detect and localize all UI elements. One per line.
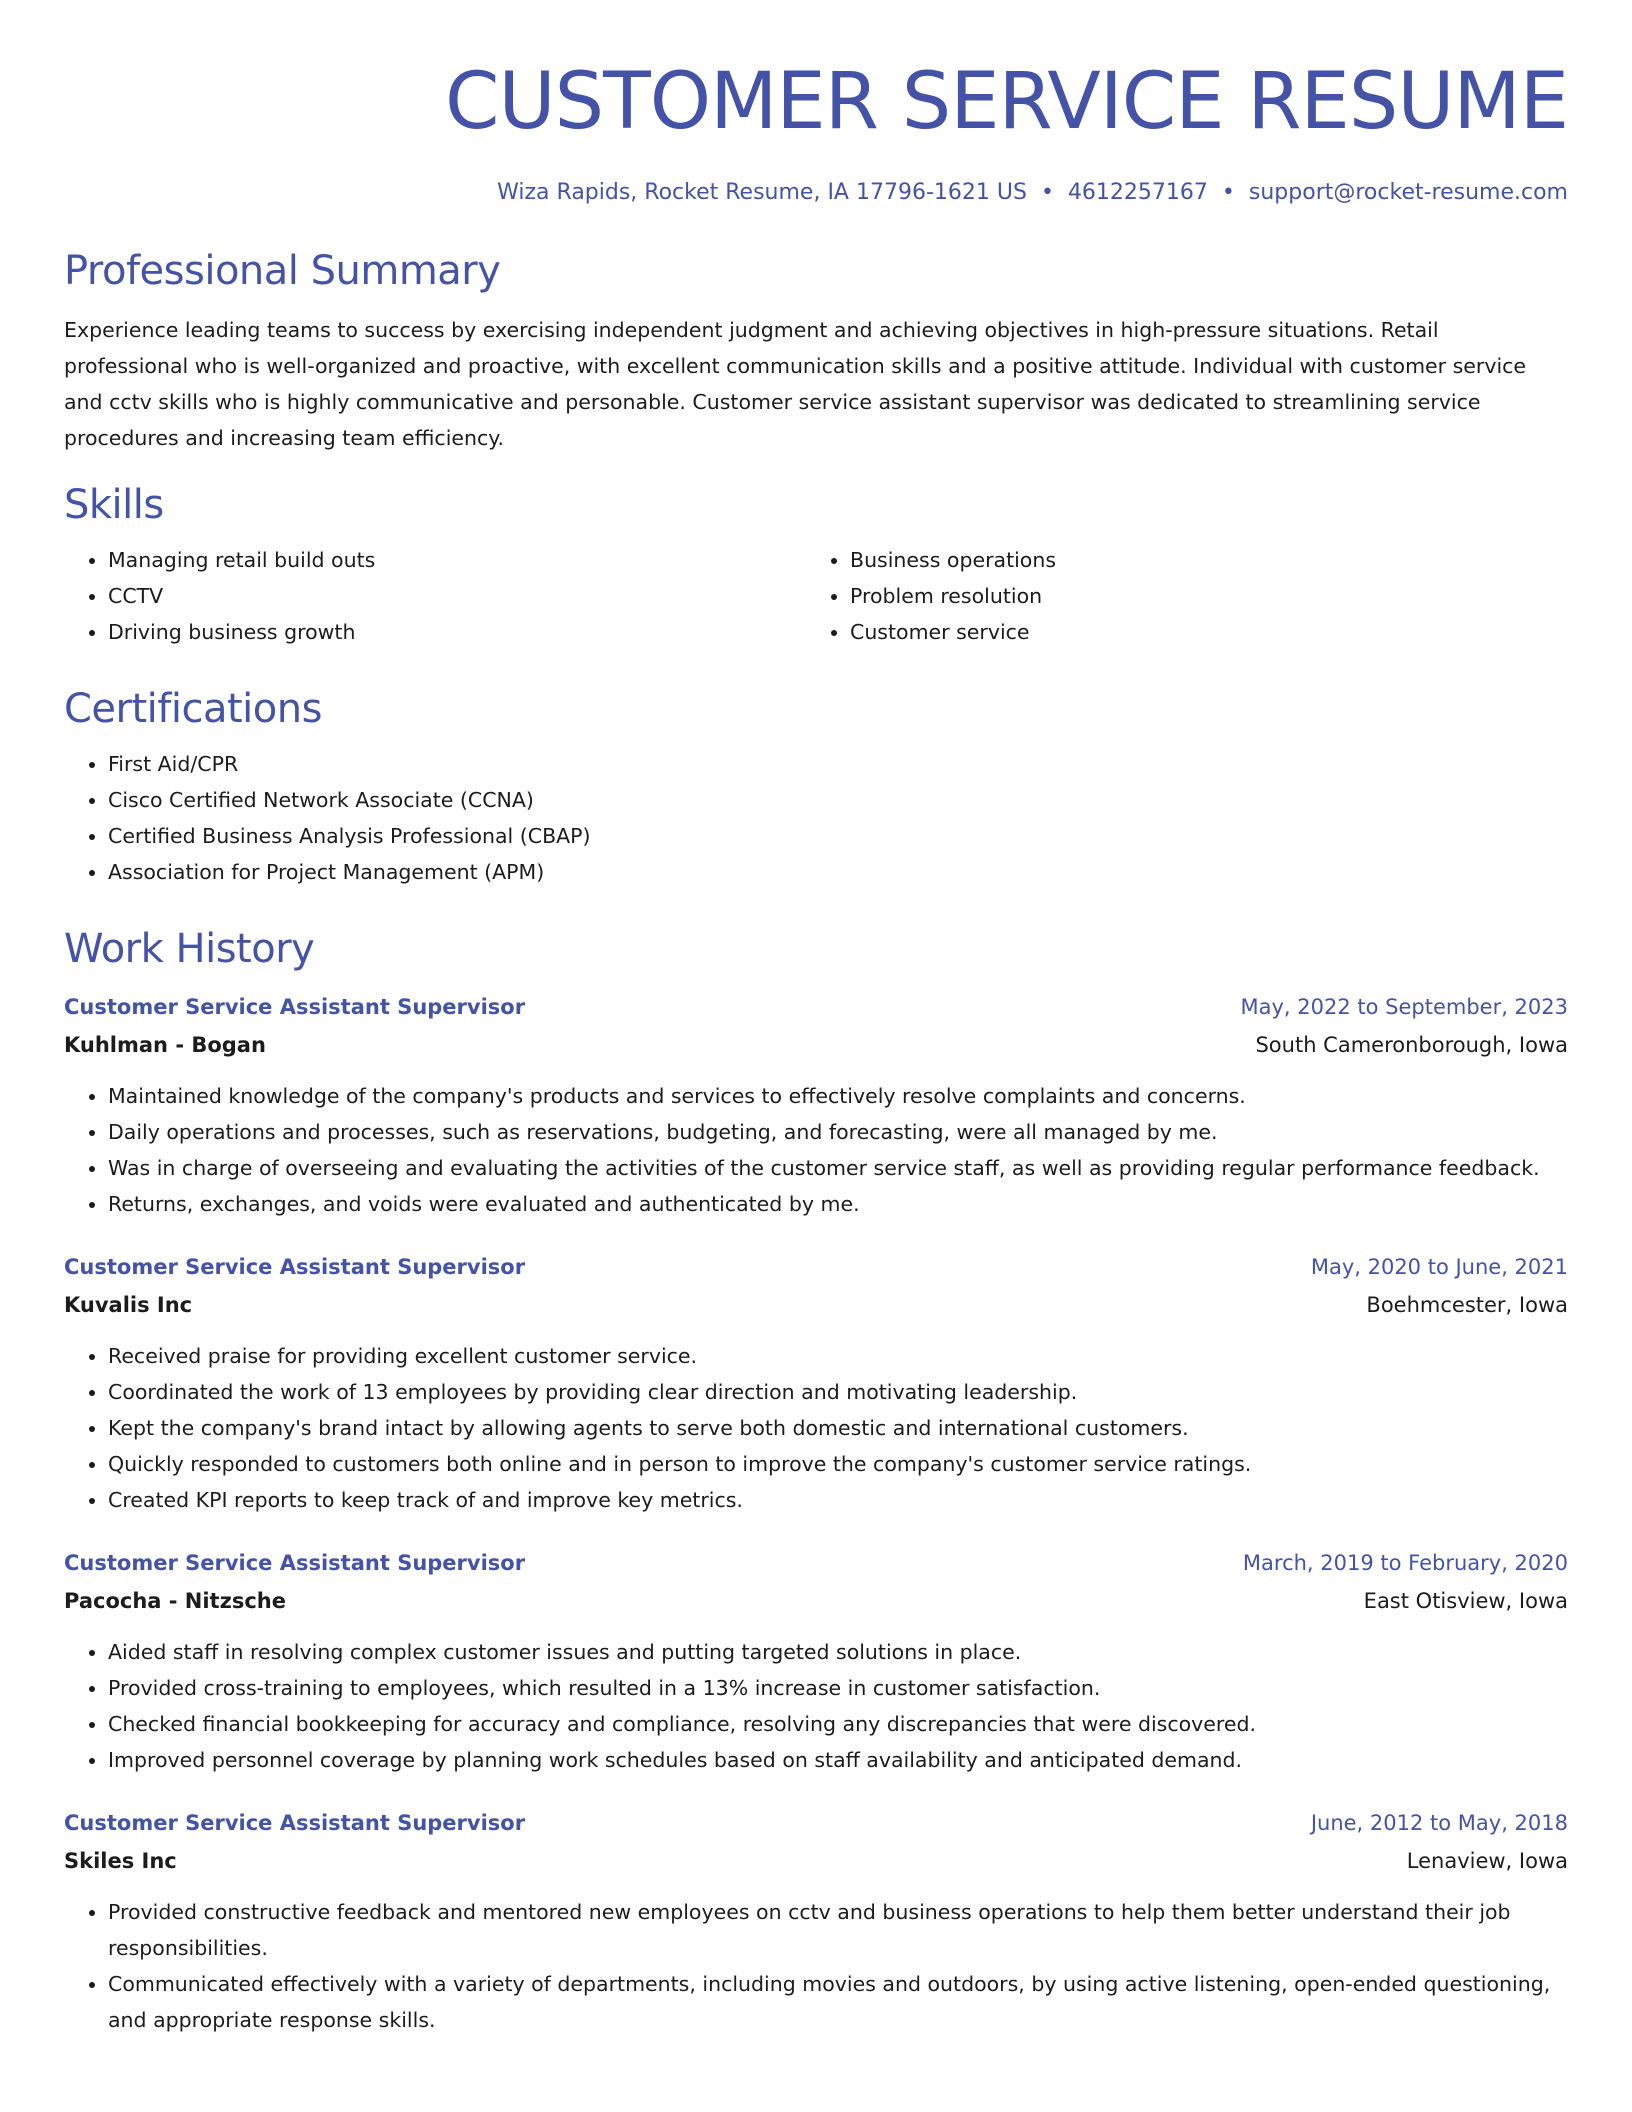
contact-separator: •	[1221, 180, 1235, 205]
resume-header	[64, 0, 1568, 208]
certification-item: • Association for Project Management (APM)	[108, 854, 1568, 890]
job-bullets	[64, 1338, 1568, 1518]
skill-item: • CCTV	[108, 578, 806, 614]
skills-section	[64, 480, 1568, 650]
work-history-heading: Work History	[64, 926, 315, 972]
contact-address: Wiza Rapids, Rocket Resume, IA 17796-1621 US	[497, 180, 1027, 205]
job-dates: June, 2012 to May, 2018	[1310, 1811, 1568, 1835]
job-bullet: • Kept the company's brand intact by allowing agents to serve both domestic and international customers.	[108, 1410, 1568, 1446]
job-location: East Otisview, Iowa	[1363, 1589, 1568, 1613]
job-bullet: • Improved personnel coverage by planning work schedules based on staff availability and anticipated demand.	[108, 1742, 1568, 1778]
job-title: Customer Service Assistant Supervisor	[64, 1551, 526, 1575]
skill-item: • Customer service	[850, 614, 1568, 650]
job-bullet: • Daily operations and processes, such as reservations, budgeting, and forecasting, were all managed by me.	[108, 1114, 1568, 1150]
job-company-row	[64, 1026, 1568, 1064]
job-company: Kuvalis Inc	[64, 1293, 193, 1317]
job-bullets	[64, 1078, 1568, 1222]
work-history-section	[64, 924, 1568, 2038]
summary-text: Experience leading teams to success by exercising independent judgment and achieving objectives in high-pressure situations. Retail professional who is well-organized and proactive, with excellent communication skills and a positive attitude. Individual with customer service and cctv skills who is highly communicative and personable. Customer service assistant supervisor was dedicated to streamlining service procedures and increasing team efficiency.	[64, 318, 1527, 450]
certification-item: • Cisco Certified Network Associate (CCNA)	[108, 782, 1568, 818]
skill-item: • Managing retail build outs	[108, 542, 806, 578]
certifications-section	[64, 684, 1568, 890]
job-bullet: • Provided cross-training to employees, which resulted in a 13% increase in customer satisfaction.	[108, 1670, 1568, 1706]
skills-heading: Skills	[64, 482, 164, 528]
skill-item: • Driving business growth	[108, 614, 806, 650]
certification-item: • Certified Business Analysis Professional (CBAP)	[108, 818, 1568, 854]
job-dates: May, 2022 to September, 2023	[1240, 995, 1568, 1019]
job-bullet: • Returns, exchanges, and voids were evaluated and authenticated by me.	[108, 1186, 1568, 1222]
contact-separator: •	[1040, 180, 1054, 205]
job-entry	[64, 988, 1568, 1222]
job-title: Customer Service Assistant Supervisor	[64, 995, 526, 1019]
job-bullet: • Provided constructive feedback and mentored new employees on cctv and business operations to help them better understand their job responsibilities.	[108, 1894, 1568, 1966]
skills-list-right	[806, 542, 1568, 650]
job-entry	[64, 1804, 1568, 2038]
job-company-row	[64, 1582, 1568, 1620]
job-company: Pacocha - Nitzsche	[64, 1589, 286, 1613]
summary-heading: Professional Summary	[64, 248, 501, 294]
contact-phone: 4612257167	[1067, 180, 1208, 205]
job-company-row	[64, 1842, 1568, 1880]
job-bullet: • Checked financial bookkeeping for accuracy and compliance, resolving any discrepancies that were discovered.	[108, 1706, 1568, 1742]
job-company-row	[64, 1286, 1568, 1324]
job-bullet: • Maintained knowledge of the company's products and services to effectively resolve complaints and concerns.	[108, 1078, 1568, 1114]
job-title: Customer Service Assistant Supervisor	[64, 1255, 526, 1279]
skill-item: • Problem resolution	[850, 578, 1568, 614]
summary-section	[64, 246, 1568, 456]
job-title-row	[64, 1248, 1568, 1286]
job-location: Boehmcester, Iowa	[1366, 1293, 1568, 1317]
job-title-row	[64, 1544, 1568, 1582]
certifications-heading: Certifications	[64, 686, 322, 732]
job-bullet: • Quickly responded to customers both online and in person to improve the company's customer service ratings.	[108, 1446, 1568, 1482]
job-company: Kuhlman - Bogan	[64, 1033, 266, 1057]
job-title-row	[64, 1804, 1568, 1842]
job-bullet: • Created KPI reports to keep track of and improve key metrics.	[108, 1482, 1568, 1518]
job-title-row	[64, 988, 1568, 1026]
contact-line	[64, 178, 1568, 208]
certification-item: • First Aid/CPR	[108, 746, 1568, 782]
job-dates: March, 2019 to February, 2020	[1242, 1551, 1568, 1575]
skills-list-left	[64, 542, 806, 650]
job-company: Skiles Inc	[64, 1849, 177, 1873]
job-bullet: • Communicated effectively with a variety of departments, including movies and outdoors, by using active listening, open-ended questioning, and appropriate response skills.	[108, 1966, 1568, 2038]
job-bullet: • Aided staff in resolving complex customer issues and putting targeted solutions in place.	[108, 1634, 1568, 1670]
contact-email: support@rocket-resume.com	[1248, 180, 1568, 205]
job-bullet: • Coordinated the work of 13 employees by providing clear direction and motivating leadership.	[108, 1374, 1568, 1410]
job-title: Customer Service Assistant Supervisor	[64, 1811, 526, 1835]
certifications-list	[64, 746, 1568, 890]
job-bullet: • Was in charge of overseeing and evaluating the activities of the customer service staff, as well as providing regular performance feedback.	[108, 1150, 1568, 1186]
job-bullets	[64, 1634, 1568, 1778]
job-bullet: • Received praise for providing excellent customer service.	[108, 1338, 1568, 1374]
skill-item: • Business operations	[850, 542, 1568, 578]
job-location: South Cameronborough, Iowa	[1255, 1033, 1568, 1057]
job-location: Lenaview, Iowa	[1406, 1849, 1568, 1873]
job-dates: May, 2020 to June, 2021	[1310, 1255, 1568, 1279]
skills-grid	[64, 542, 1568, 650]
job-bullets	[64, 1894, 1568, 2038]
job-entry	[64, 1248, 1568, 1518]
resume-title: CUSTOMER SERVICE RESUME	[445, 57, 1568, 147]
job-entry	[64, 1544, 1568, 1778]
